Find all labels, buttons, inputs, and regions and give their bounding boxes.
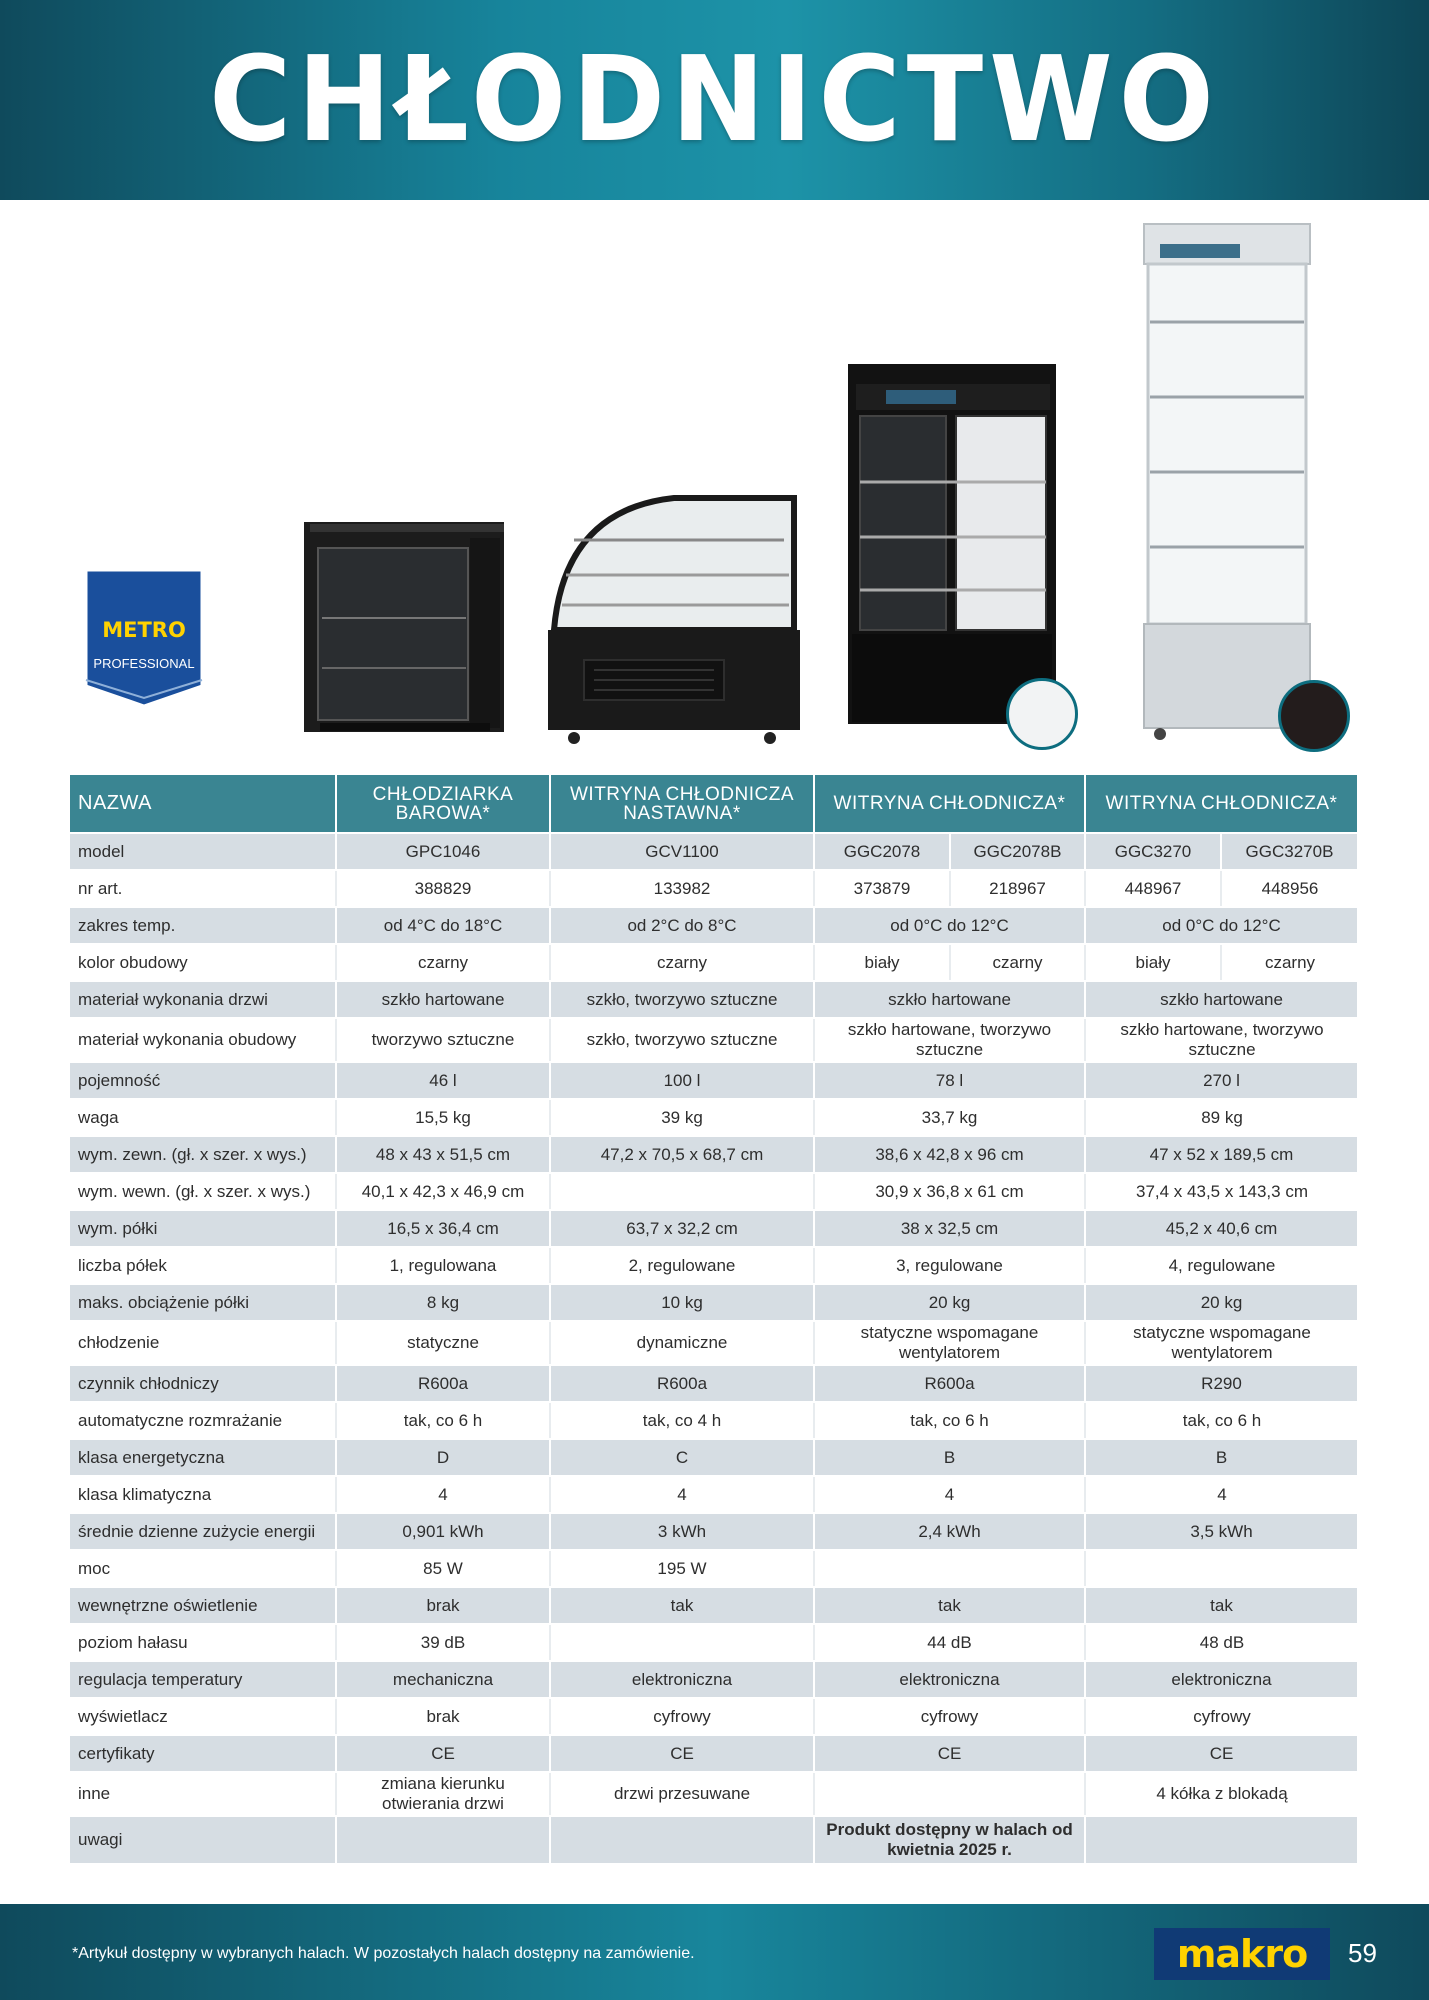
cell: tak, co 4 h	[550, 1402, 814, 1439]
cell: cyfrowy	[550, 1698, 814, 1735]
page-footer	[0, 1904, 1429, 2000]
cell: 4	[814, 1476, 1085, 1513]
table-row	[70, 1062, 1358, 1099]
cell: tak, co 6 h	[1085, 1402, 1358, 1439]
header-col4: WITRYNA CHŁODNICZA*	[1085, 775, 1358, 833]
table-row	[70, 1735, 1358, 1772]
table-row	[70, 1173, 1358, 1210]
cell: 39 dB	[336, 1624, 550, 1661]
cell: czarny	[550, 944, 814, 981]
cell: CE	[550, 1735, 814, 1772]
table-row	[70, 1018, 1358, 1062]
cell: 78 l	[814, 1062, 1085, 1099]
cell: D	[336, 1439, 550, 1476]
header-name: NAZWA	[70, 775, 336, 833]
table-row	[70, 981, 1358, 1018]
row-label: pojemność	[70, 1062, 336, 1099]
row-label: wym. półki	[70, 1210, 336, 1247]
cell: 8 kg	[336, 1284, 550, 1321]
cell	[814, 1550, 1085, 1587]
cell: tak	[550, 1587, 814, 1624]
row-label: uwagi	[70, 1816, 336, 1864]
table-row	[70, 1136, 1358, 1173]
table-row	[70, 1365, 1358, 1402]
cell: 46 l	[336, 1062, 550, 1099]
cell: 39 kg	[550, 1099, 814, 1136]
cell: 47 x 52 x 189,5 cm	[1085, 1136, 1358, 1173]
cell: cyfrowy	[814, 1698, 1085, 1735]
cell: szkło hartowane	[814, 981, 1085, 1018]
cell: cyfrowy	[1085, 1698, 1358, 1735]
cell: GGC3270	[1085, 833, 1221, 870]
cell: mechaniczna	[336, 1661, 550, 1698]
cell: 30,9 x 36,8 x 61 cm	[814, 1173, 1085, 1210]
cell: szkło hartowane	[336, 981, 550, 1018]
cell: szkło hartowane, tworzywo sztuczne	[814, 1018, 1085, 1062]
row-label: maks. obciążenie półki	[70, 1284, 336, 1321]
footer-note: *Artykuł dostępny w wybranych halach. W pozostałych halach dostępny na zamówienie.	[72, 1945, 695, 1962]
cell: od 0°C do 12°C	[814, 907, 1085, 944]
cell: 195 W	[550, 1550, 814, 1587]
cell: GPC1046	[336, 833, 550, 870]
product-image-countertop-display	[544, 490, 806, 750]
cell: B	[814, 1439, 1085, 1476]
cell: CE	[336, 1735, 550, 1772]
cell: 20 kg	[814, 1284, 1085, 1321]
table-row	[70, 1099, 1358, 1136]
table-row	[70, 1247, 1358, 1284]
page-number: 59	[1348, 1938, 1377, 1968]
cell: 2,4 kWh	[814, 1513, 1085, 1550]
cell: tak, co 6 h	[336, 1402, 550, 1439]
cell: 388829	[336, 870, 550, 907]
color-swatch-white	[1006, 678, 1078, 750]
row-label: regulacja temperatury	[70, 1661, 336, 1698]
row-label: waga	[70, 1099, 336, 1136]
cell: czarny	[336, 944, 550, 981]
cell: szkło, tworzywo sztuczne	[550, 1018, 814, 1062]
cell: od 4°C do 18°C	[336, 907, 550, 944]
cell: CE	[1085, 1735, 1358, 1772]
cell: 2, regulowane	[550, 1247, 814, 1284]
makro-logo: makro	[1176, 1932, 1308, 1976]
row-label: model	[70, 833, 336, 870]
table-row	[70, 907, 1358, 944]
page-header	[0, 0, 1429, 200]
cell: 270 l	[1085, 1062, 1358, 1099]
row-label: materiał wykonania drzwi	[70, 981, 336, 1018]
cell: 40,1 x 42,3 x 46,9 cm	[336, 1173, 550, 1210]
row-label: wym. wewn. (gł. x szer. x wys.)	[70, 1173, 336, 1210]
row-label: wyświetlacz	[70, 1698, 336, 1735]
cell	[814, 1772, 1085, 1816]
row-label: średnie dzienne zużycie energii	[70, 1513, 336, 1550]
row-label: wym. zewn. (gł. x szer. x wys.)	[70, 1136, 336, 1173]
cell: 4	[550, 1476, 814, 1513]
cell: 4	[336, 1476, 550, 1513]
cell: szkło, tworzywo sztuczne	[550, 981, 814, 1018]
cell: 3 kWh	[550, 1513, 814, 1550]
row-label: czynnik chłodniczy	[70, 1365, 336, 1402]
cell: 38 x 32,5 cm	[814, 1210, 1085, 1247]
cell: GCV1100	[550, 833, 814, 870]
cell: 45,2 x 40,6 cm	[1085, 1210, 1358, 1247]
metro-professional-badge	[84, 568, 204, 708]
cell: R600a	[550, 1365, 814, 1402]
cell: brak	[336, 1587, 550, 1624]
cell: od 2°C do 8°C	[550, 907, 814, 944]
cell: biały	[1085, 944, 1221, 981]
cell: 63,7 x 32,2 cm	[550, 1210, 814, 1247]
cell	[1085, 1550, 1358, 1587]
cell: 37,4 x 43,5 x 143,3 cm	[1085, 1173, 1358, 1210]
cell: Produkt dostępny w halach od kwietnia 2025 r.	[814, 1816, 1085, 1864]
cell: R600a	[336, 1365, 550, 1402]
table-row	[70, 1698, 1358, 1735]
product-image-display-ggc2078	[846, 362, 1060, 726]
cell: 4, regulowane	[1085, 1247, 1358, 1284]
table-row	[70, 1321, 1358, 1365]
cell: 15,5 kg	[336, 1099, 550, 1136]
row-label: zakres temp.	[70, 907, 336, 944]
cell: 89 kg	[1085, 1099, 1358, 1136]
cell: szkło hartowane, tworzywo sztuczne	[1085, 1018, 1358, 1062]
row-label: materiał wykonania obudowy	[70, 1018, 336, 1062]
cell: biały	[814, 944, 950, 981]
table-row	[70, 1624, 1358, 1661]
cell: C	[550, 1439, 814, 1476]
cell: brak	[336, 1698, 550, 1735]
cell: tworzywo sztuczne	[336, 1018, 550, 1062]
cell: statyczne wspomagane wentylatorem	[814, 1321, 1085, 1365]
cell: elektroniczna	[1085, 1661, 1358, 1698]
cell: od 0°C do 12°C	[1085, 907, 1358, 944]
table-row	[70, 944, 1358, 981]
header-col2: WITRYNA CHŁODNICZA NASTAWNA*	[550, 775, 814, 833]
cell: 38,6 x 42,8 x 96 cm	[814, 1136, 1085, 1173]
spec-rows	[70, 981, 1358, 1864]
cell: GGC2078B	[950, 833, 1085, 870]
cell: 448956	[1221, 870, 1358, 907]
row-label: kolor obudowy	[70, 944, 336, 981]
cell	[1085, 1816, 1358, 1864]
cell: dynamiczne	[550, 1321, 814, 1365]
table-row	[70, 1439, 1358, 1476]
cell: 85 W	[336, 1550, 550, 1587]
cell: 4	[1085, 1476, 1358, 1513]
color-swatch-black	[1278, 680, 1350, 752]
row-label: liczba półek	[70, 1247, 336, 1284]
metro-logo: METRO	[102, 618, 186, 642]
cell: 448967	[1085, 870, 1221, 907]
table-row	[70, 1587, 1358, 1624]
cell: R600a	[814, 1365, 1085, 1402]
cell: 33,7 kg	[814, 1099, 1085, 1136]
cell: 16,5 x 36,4 cm	[336, 1210, 550, 1247]
cell: elektroniczna	[550, 1661, 814, 1698]
cell: tak	[814, 1587, 1085, 1624]
table-header-row	[70, 775, 1358, 833]
spec-table	[70, 775, 1359, 1865]
cell: 3, regulowane	[814, 1247, 1085, 1284]
cell	[550, 1816, 814, 1864]
cell	[550, 1173, 814, 1210]
table-row	[70, 1476, 1358, 1513]
cell: 4 kółka z blokadą	[1085, 1772, 1358, 1816]
table-row	[70, 1513, 1358, 1550]
table-row	[70, 1284, 1358, 1321]
row-label: moc	[70, 1550, 336, 1587]
cell: R290	[1085, 1365, 1358, 1402]
cell: 0,901 kWh	[336, 1513, 550, 1550]
cell: 10 kg	[550, 1284, 814, 1321]
row-label: wewnętrzne oświetlenie	[70, 1587, 336, 1624]
cell: 20 kg	[1085, 1284, 1358, 1321]
product-image-display-ggc3270	[1140, 222, 1316, 742]
cell: GGC3270B	[1221, 833, 1358, 870]
cell: 373879	[814, 870, 950, 907]
row-label: automatyczne rozmrażanie	[70, 1402, 336, 1439]
cell	[336, 1816, 550, 1864]
cell: 48 dB	[1085, 1624, 1358, 1661]
cell: statyczne wspomagane wentylatorem	[1085, 1321, 1358, 1365]
cell	[550, 1624, 814, 1661]
product-image-bar-fridge	[300, 518, 510, 738]
header-col1: CHŁODZIARKA BAROWA*	[336, 775, 550, 833]
cell: 1, regulowana	[336, 1247, 550, 1284]
cell: drzwi przesuwane	[550, 1772, 814, 1816]
row-label: klasa energetyczna	[70, 1439, 336, 1476]
cell: 133982	[550, 870, 814, 907]
table-row	[70, 1816, 1358, 1864]
cell: tak, co 6 h	[814, 1402, 1085, 1439]
product-images	[0, 200, 1429, 770]
row-label: klasa klimatyczna	[70, 1476, 336, 1513]
cell: 47,2 x 70,5 x 68,7 cm	[550, 1136, 814, 1173]
cell: tak	[1085, 1587, 1358, 1624]
cell: GGC2078	[814, 833, 950, 870]
makro-logo-box	[1154, 1928, 1330, 1980]
table-row	[70, 1661, 1358, 1698]
table-row	[70, 1772, 1358, 1816]
table-row	[70, 833, 1358, 870]
page-title: CHŁODNICTWO	[209, 31, 1220, 169]
row-label: chłodzenie	[70, 1321, 336, 1365]
row-label: certyfikaty	[70, 1735, 336, 1772]
cell: 48 x 43 x 51,5 cm	[336, 1136, 550, 1173]
cell: 3,5 kWh	[1085, 1513, 1358, 1550]
cell: 100 l	[550, 1062, 814, 1099]
cell: zmiana kierunku otwierania drzwi	[336, 1772, 550, 1816]
cell: 218967	[950, 870, 1085, 907]
cell: elektroniczna	[814, 1661, 1085, 1698]
metro-badge-subtitle: PROFESSIONAL	[93, 656, 195, 671]
cell: B	[1085, 1439, 1358, 1476]
cell: 44 dB	[814, 1624, 1085, 1661]
row-label: poziom hałasu	[70, 1624, 336, 1661]
row-label: inne	[70, 1772, 336, 1816]
cell: CE	[814, 1735, 1085, 1772]
cell: czarny	[950, 944, 1085, 981]
table-row	[70, 1550, 1358, 1587]
table-row	[70, 1210, 1358, 1247]
row-label: nr art.	[70, 870, 336, 907]
table-row	[70, 870, 1358, 907]
header-col3: WITRYNA CHŁODNICZA*	[814, 775, 1085, 833]
cell: szkło hartowane	[1085, 981, 1358, 1018]
cell: czarny	[1221, 944, 1358, 981]
table-row	[70, 1402, 1358, 1439]
cell: statyczne	[336, 1321, 550, 1365]
